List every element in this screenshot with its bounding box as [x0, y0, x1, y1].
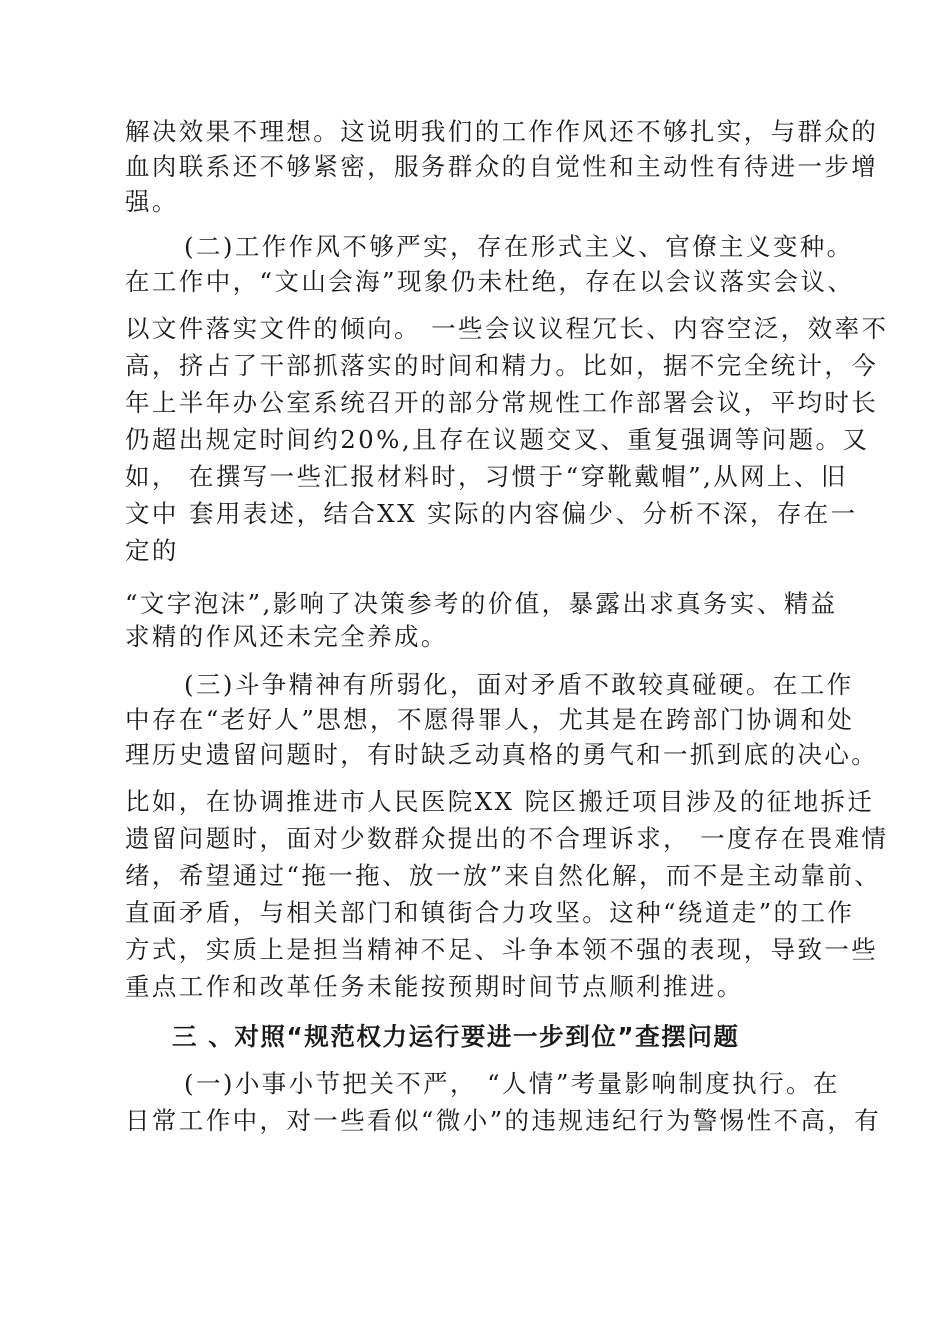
text-line: 高，挤占了干部抓落实的时间和精力。比如，据不完全统计，今: [125, 351, 879, 380]
text-line: 强。: [125, 187, 179, 216]
text-line: 解决效果不理想。这说明我们的工作作风还不够扎实，与群众的: [125, 117, 879, 146]
text-line: 方式，实质上是担当精神不足、斗争本领不强的表现，导致一些: [125, 935, 879, 964]
text-line: “文字泡沫”,影响了决策参考的价值，暴露出求真务实、精益: [125, 589, 838, 618]
text-line: 年上半年办公室系统召开的部分常规性工作部署会议，平均时长: [125, 388, 879, 417]
text-line: 如， 在撰写一些汇报材料时，习惯于“穿靴戴帽”,从网上、旧: [125, 462, 848, 491]
text-line: 求精的作风还未完全养成。: [125, 622, 448, 651]
text-line: 理历史遗留问题时，有时缺乏动真格的勇气和一抓到底的决心。: [125, 740, 879, 769]
paragraph-heading-2: (二)工作作风不够严实，存在形式主义、官僚主义变种。: [184, 232, 854, 261]
text-line: 仍超出规定时间约20%,且存在议题交叉、重复强调等问题。又: [125, 425, 870, 454]
text-line: 比如，在协调推进市人民医院XX 院区搬迁项目涉及的征地拆迁: [125, 787, 875, 816]
paragraph-heading-3: (三)斗争精神有所弱化，面对矛盾不敢较真碰硬。在工作: [184, 670, 854, 699]
text-line: 中存在“老好人”思想，不愿得罪人，尤其是在跨部门协调和处: [125, 705, 855, 734]
text-line: 文中 套用表述，结合XX 实际的内容偏少、分析不深，存在一: [125, 499, 858, 528]
text-line: 直面矛盾，与相关部门和镇街合力攻坚。这种“绕道走”的工作: [125, 898, 855, 927]
paragraph-heading-1: (一)小事小节把关不严， “人情”考量影响制度执行。在: [184, 1069, 840, 1098]
section-heading-3: 三 、对照“规范权力运行要进一步到位”查摆问题: [172, 1022, 740, 1051]
text-line: 重点工作和改革任务未能按预期时间节点顺利推进。: [125, 972, 744, 1001]
text-line: 以文件落实文件的倾向。 一些会议议程冗长、内容空泛，效率不: [125, 314, 889, 343]
text-line: 绪，希望通过“拖一拖、放一放”来自然化解，而不是主动靠前、: [125, 861, 882, 890]
text-line: 血肉联系还不够紧密，服务群众的自觉性和主动性有待进一步增: [125, 152, 879, 181]
text-line: 定的: [125, 536, 179, 565]
text-line: 遗留问题时，面对少数群众提出的不合理诉求， 一度存在畏难情: [125, 824, 889, 853]
text-line: 日常工作中，对一些看似“微小”的违规违纪行为警惕性不高，有: [125, 1106, 882, 1135]
text-line: 在工作中，“文山会海”现象仍未杜绝，存在以会议落实会议、: [125, 267, 855, 296]
